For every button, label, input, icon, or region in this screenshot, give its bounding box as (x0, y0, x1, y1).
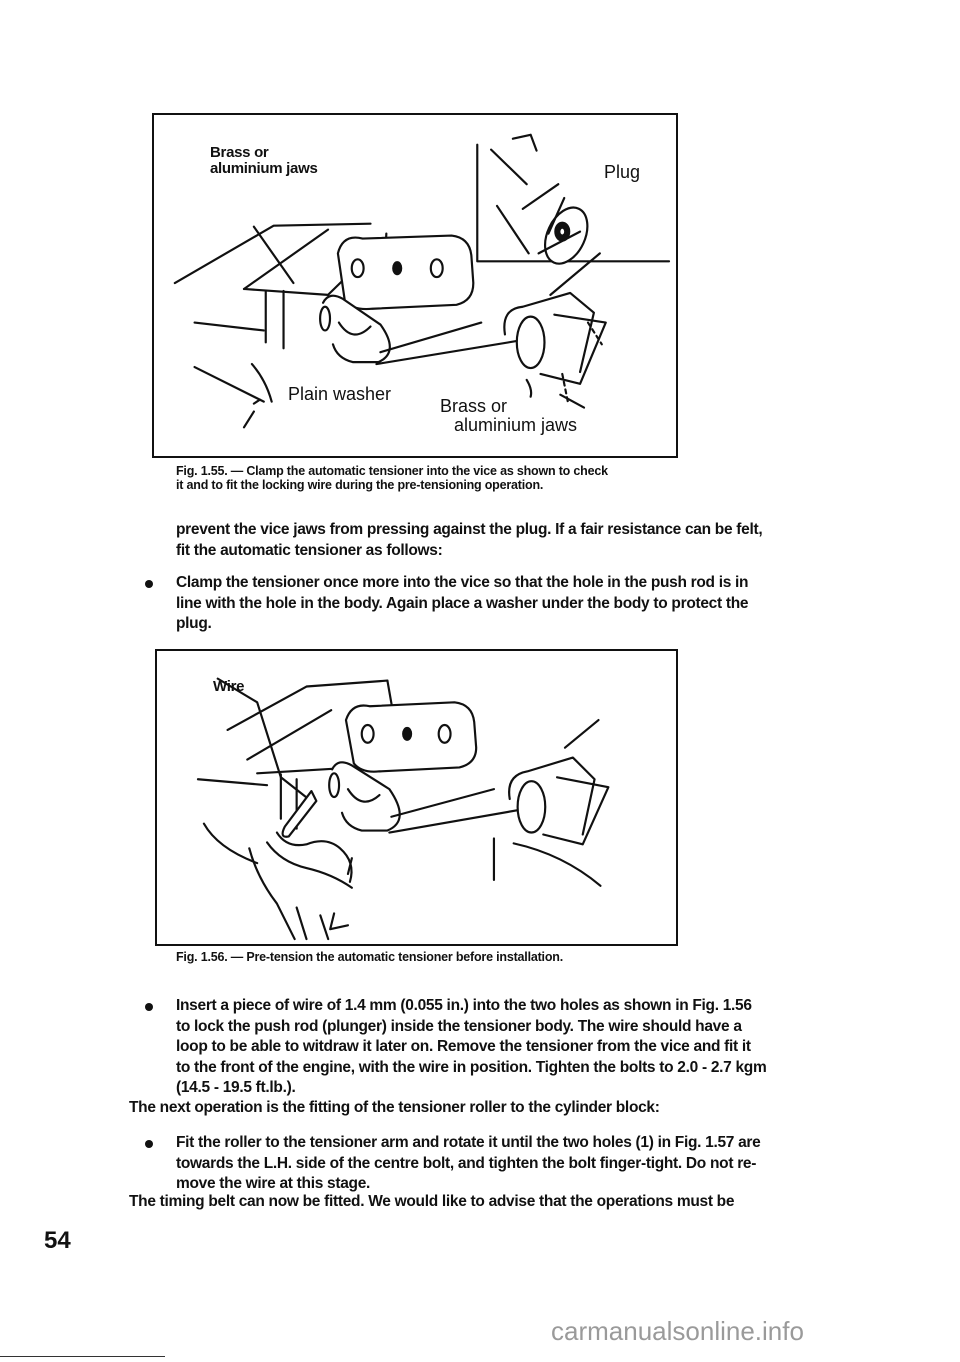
caption-fig-1-55: Fig. 1.55. — Clamp the automatic tensioner into the vice as shown to check it and to fit the locking wire during the pre-tensioning operation. (176, 464, 608, 493)
bullet-dot (145, 580, 153, 588)
bullet-fit-roller: Fit the roller to the tensioner arm and rotate it until the two holes (1) in Fig. 1.57 are towards the L.H. side of the centre bolt, and tighten the bolt finger-tight. Do not re- move the wire at this stage. (176, 1134, 761, 1193)
bottom-rule (0, 1356, 165, 1357)
label-brass-jaws-top: Brass or aluminium jaws (210, 144, 318, 177)
paragraph-next-operation: The next operation is the fitting of the tensioner roller to the cylinder block: (129, 1099, 660, 1116)
bullet-clamp-tensioner: Clamp the tensioner once more into the vice so that the hole in the push rod is in line with the hole in the body. Again place a washer under the body to protect the plug. (176, 574, 749, 633)
figure-1-55 (152, 113, 678, 458)
label-brass-jaws-bottom: Brass or aluminium jaws (440, 396, 578, 435)
paragraph-timing-belt: The timing belt can now be fitted. We would like to advise that the operations must be (129, 1193, 735, 1210)
watermark: carmanualsonline.info (551, 1316, 804, 1346)
page-number: 54 (44, 1227, 71, 1254)
figure-1-56 (155, 649, 678, 946)
bullet-dot (145, 1003, 153, 1011)
label-plain-washer: Plain washer (288, 384, 392, 404)
bullet-dot (145, 1140, 153, 1148)
label-wire: Wire (213, 678, 245, 695)
caption-fig-1-56: Fig. 1.56. — Pre-tension the automatic tensioner before installation. (176, 950, 563, 964)
label-plug: Plug (604, 162, 641, 182)
paragraph-prevent-jaws: prevent the vice jaws from pressing against the plug. If a fair resistance can be felt, fit the automatic tensioner as follows: (176, 521, 763, 559)
bullet-insert-wire: Insert a piece of wire of 1.4 mm (0.055 in.) into the two holes as shown in Fig. 1.56 to lock the push rod (plunger) inside the tensioner body. The wire should have a loop to be able to witdraw it later on. Remove the tensioner from the vice and fit it to the front of the engine, with the wire in position. Tighten the bolts to 2.0 - 2.7 kgm (14.5 - 19.5 ft.lb.). (176, 997, 767, 1097)
